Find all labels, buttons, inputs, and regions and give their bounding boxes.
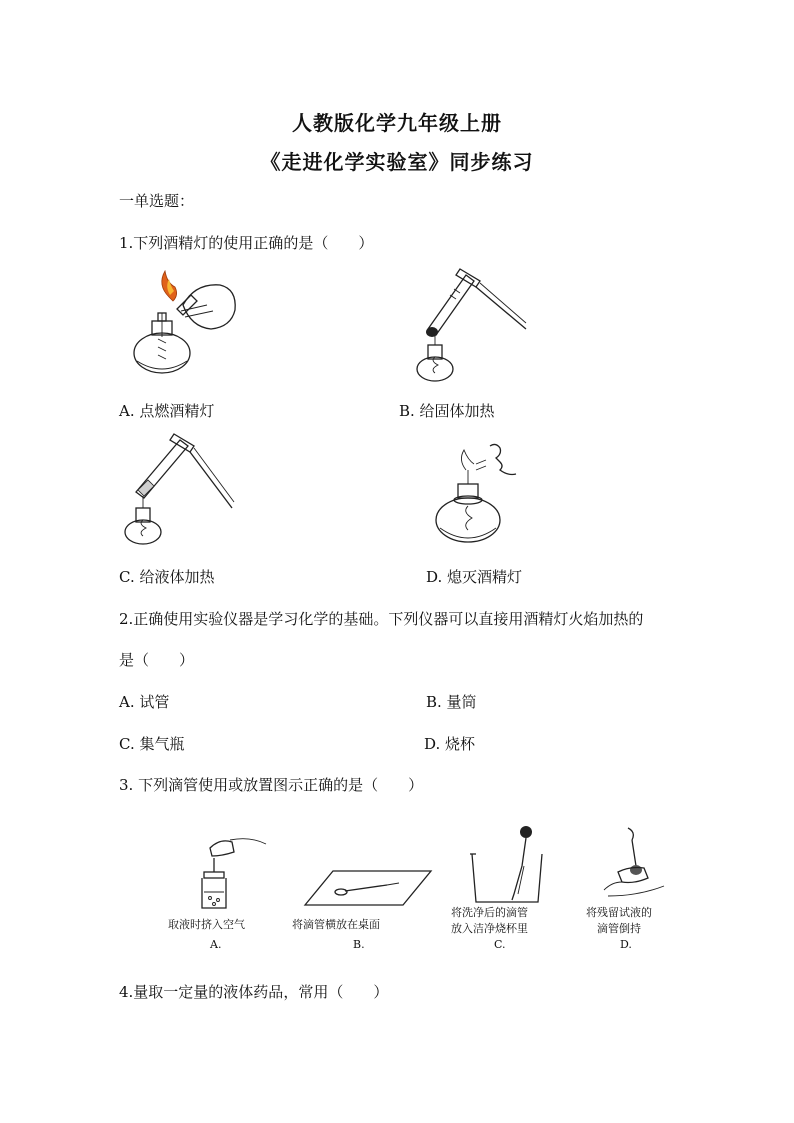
q1-option-b[interactable]: B. 给固体加热	[399, 402, 495, 420]
q2-stem-line2: 是（ ）	[119, 651, 195, 669]
q1-stem: 1.下列酒精灯的使用正确的是（ ）	[119, 234, 374, 252]
q3-image-c	[468, 826, 548, 906]
page-title: 人教版化学九年级上册	[292, 111, 502, 135]
section-heading: 一单选题：	[119, 192, 195, 210]
q3-caption-d-line1: 将残留试液的	[586, 906, 652, 919]
q1-image-a	[125, 265, 265, 385]
q1-image-c	[118, 430, 238, 555]
q2-stem-line1: 2.正确使用实验仪器是学习化学的基础。下列仪器可以直接用酒精灯火焰加热的	[119, 610, 644, 628]
q1-image-d	[430, 440, 550, 555]
q2-option-a[interactable]: A. 试管	[119, 693, 170, 711]
q3-caption-c-line2: 放入洁净烧杯里	[451, 922, 528, 935]
q2-option-c[interactable]: C. 集气瓶	[119, 735, 185, 753]
q3-caption-d-line2: 滴管倒持	[597, 922, 641, 935]
q3-caption-c-line1: 将洗净后的滴管	[451, 906, 528, 919]
q3-caption-a: 取液时挤入空气	[168, 918, 245, 931]
q2-option-b[interactable]: B. 量筒	[426, 693, 477, 711]
q4-stem: 4.量取一定量的液体药品，常用（ ）	[119, 983, 389, 1001]
q3-stem: 3. 下列滴管使用或放置图示正确的是（ ）	[119, 776, 424, 794]
page-subtitle: 《走进化学实验室》同步练习	[260, 150, 534, 174]
q3-image-b	[303, 865, 433, 915]
q1-option-d[interactable]: D. 熄灭酒精灯	[426, 568, 523, 586]
q1-image-b	[408, 265, 528, 390]
q1-option-c[interactable]: C. 给液体加热	[119, 568, 215, 586]
q3-option-d[interactable]: D.	[620, 938, 632, 951]
q3-image-a	[190, 832, 270, 912]
q3-caption-b: 将滴管横放在桌面	[292, 918, 380, 931]
q1-option-a[interactable]: A. 点燃酒精灯	[119, 402, 215, 420]
q3-image-d	[598, 826, 678, 901]
q2-option-d[interactable]: D. 烧杯	[424, 735, 476, 753]
q3-option-b[interactable]: B.	[353, 938, 365, 951]
q3-option-a[interactable]: A.	[210, 938, 222, 951]
q3-option-c[interactable]: C.	[494, 938, 506, 951]
